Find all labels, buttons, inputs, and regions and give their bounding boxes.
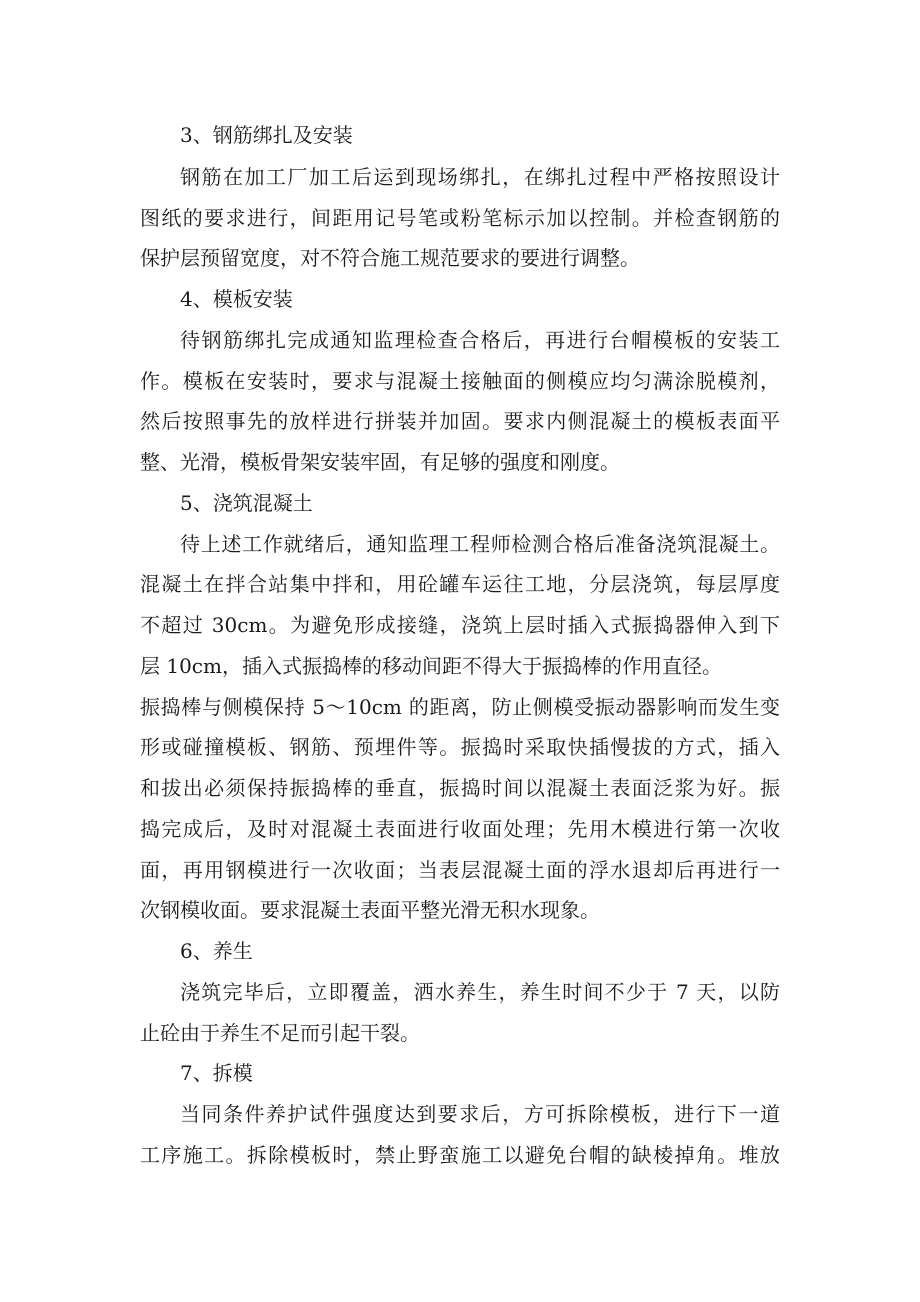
paragraph-line: 形或碰撞模板、钢筋、预埋件等。振捣时采取快插慢拔的方式，插入: [140, 735, 780, 759]
section-heading-3: 3、钢筋绑扎及安装: [180, 123, 353, 147]
section-heading-5: 5、浇筑混凝土: [180, 491, 313, 515]
paragraph-line: 和拔出必须保持振捣棒的垂直，振捣时间以混凝土表面泛浆为好。振: [140, 776, 780, 800]
paragraph-line: 次钢模收面。要求混凝土表面平整光滑无积水现象。: [140, 898, 600, 922]
paragraph-line: 振捣棒与侧模保持 5～10cm 的距离，防止侧模受振动器影响而发生变: [140, 695, 780, 719]
paragraph-line: 不超过 30cm。为避免形成接缝，浇筑上层时插入式振捣器伸入到下: [140, 613, 780, 637]
paragraph-line: 止砼由于养生不足而引起干裂。: [140, 1021, 420, 1045]
paragraph-line: 面，再用钢模进行一次收面；当表层混凝土面的浮水退却后再进行一: [140, 858, 780, 882]
paragraph-line: 混凝土在拌合站集中拌和，用砼罐车运往工地，分层浇筑，每层厚度: [140, 572, 780, 596]
section-heading-4: 4、模板安装: [180, 287, 293, 311]
paragraph-line: 钢筋在加工厂加工后运到现场绑扎，在绑扎过程中严格按照设计: [180, 165, 780, 189]
paragraph-line: 然后按照事先的放样进行拼装并加固。要求内侧混凝土的模板表面平: [140, 409, 780, 433]
paragraph-line: 捣完成后，及时对混凝土表面进行收面处理；先用木模进行第一次收: [140, 817, 780, 841]
paragraph-line: 当同条件养护试件强度达到要求后，方可拆除模板，进行下一道: [180, 1102, 780, 1126]
paragraph-line: 浇筑完毕后，立即覆盖，洒水养生，养生时间不少于 7 天，以防: [180, 980, 780, 1004]
section-heading-6: 6、养生: [180, 939, 253, 963]
paragraph-line: 待上述工作就绪后，通知监理工程师检测合格后准备浇筑混凝土。: [180, 532, 780, 556]
paragraph-line: 整、光滑，模板骨架安装牢固，有足够的强度和刚度。: [140, 450, 620, 474]
paragraph-line: 图纸的要求进行，间距用记号笔或粉笔标示加以控制。并检查钢筋的: [140, 206, 780, 230]
paragraph-line: 作。模板在安装时，要求与混凝土接触面的侧模应均匀满涂脱模剂，: [140, 369, 780, 393]
paragraph-line: 待钢筋绑扎完成通知监理检查合格后，再进行台帽模板的安装工: [180, 328, 780, 352]
paragraph-line: 工序施工。拆除模板时，禁止野蛮施工以避免台帽的缺棱掉角。堆放: [140, 1143, 780, 1167]
paragraph-line: 层 10cm，插入式振捣棒的移动间距不得大于振捣棒的作用直径。: [140, 654, 722, 678]
paragraph-line: 保护层预留宽度，对不符合施工规范要求的要进行调整。: [140, 246, 640, 270]
section-heading-7: 7、拆模: [180, 1061, 253, 1085]
